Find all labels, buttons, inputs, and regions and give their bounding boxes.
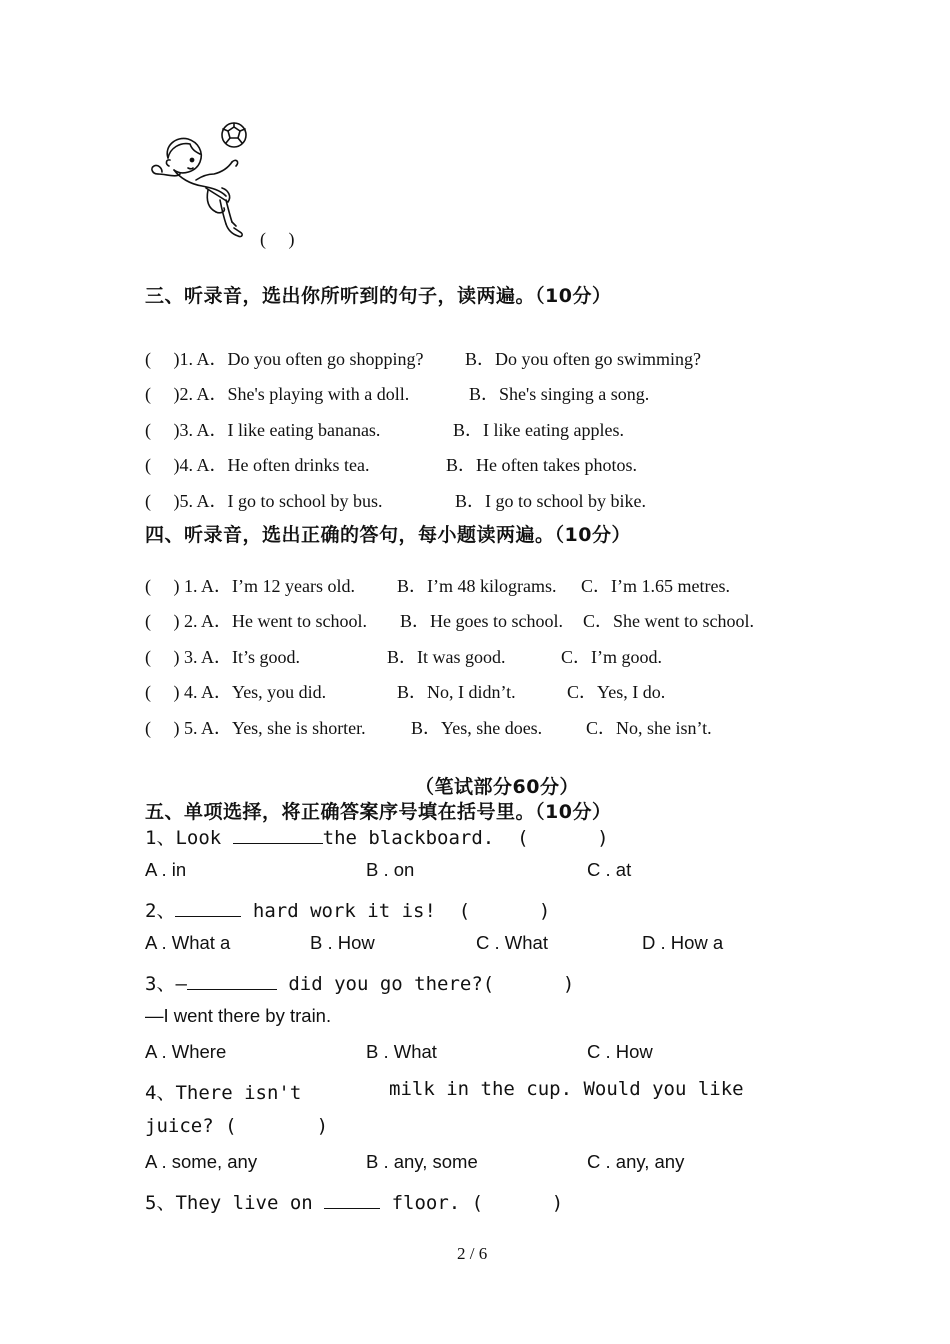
s5-q3-pre: 3、—	[145, 973, 187, 995]
s5-q1-option-a: A . in	[145, 859, 187, 880]
s5-q4-option-b: B . any, some	[366, 1151, 478, 1172]
s4-q5-a: ( ) 5. A．Yes, she is shorter.	[145, 718, 366, 738]
s4-q4-b: B．No, I didn’t.	[397, 682, 516, 702]
s4-q3-c: C．I’m good.	[561, 647, 662, 667]
s3-q2-b: B．She's singing a song.	[469, 384, 650, 404]
s5-q3-option-b: B . What	[366, 1041, 437, 1062]
s5-q3-blank[interactable]	[187, 971, 277, 990]
picture-answer-bracket[interactable]: ( )	[260, 229, 295, 249]
s3-q3-a: ( )3. A．I like eating bananas.	[145, 420, 381, 440]
boy-football-illustration	[146, 116, 258, 246]
s5-q1-stem	[145, 823, 609, 850]
s4-q2-c: C．She went to school.	[583, 611, 754, 631]
s4-q1-b: B．I’m 48 kilograms.	[397, 576, 557, 596]
s5-q2-option-d: D . How a	[642, 932, 724, 953]
s5-q2-option-a: A . What a	[145, 932, 231, 953]
s5-q2-option-c: C . What	[476, 932, 548, 953]
s3-q4-b: B．He often takes photos.	[446, 455, 637, 475]
s5-q3-option-a: A . Where	[145, 1041, 227, 1062]
s3-q1-b: B．Do you often go swimming?	[465, 349, 701, 369]
s4-q4-a: ( ) 4. A．Yes, you did.	[145, 682, 327, 702]
s5-q2-blank[interactable]	[175, 898, 241, 917]
written-part-title: （笔试部分60分）	[415, 776, 579, 798]
section-4-heading: 四、听录音，选出正确的答句，每小题读两遍。（10分）	[145, 524, 631, 546]
s5-q5-stem	[145, 1188, 563, 1215]
s5-q1-pre: 1、Look	[145, 827, 233, 849]
s5-q4-option-c: C . any, any	[587, 1151, 685, 1172]
s5-q4-stem-post: milk in the cup. Would you like	[389, 1078, 744, 1100]
s5-q1-option-c: C . at	[587, 859, 632, 880]
s5-q4-option-a: A . some, any	[145, 1151, 258, 1172]
s3-q5-a: ( )5. A．I go to school by bus.	[145, 491, 383, 511]
s4-q3-a: ( ) 3. A．It’s good.	[145, 647, 300, 667]
s5-q2-pre: 2、	[145, 900, 176, 922]
s4-q1-a: ( ) 1. A．I’m 12 years old.	[145, 576, 355, 596]
s4-q2-a: ( ) 2. A．He went to school.	[145, 611, 367, 631]
s5-q3-stem	[145, 969, 574, 996]
page-number: 2 / 6	[457, 1244, 488, 1263]
section-3-heading: 三、听录音，选出你所听到的句子，读两遍。（10分）	[145, 285, 612, 307]
s5-q5-blank[interactable]	[324, 1190, 380, 1209]
s5-q2-post: hard work it is! ( )	[241, 900, 551, 922]
s4-q3-b: B．It was good.	[387, 647, 506, 667]
s5-q5-pre: 5、They live on	[145, 1192, 325, 1214]
s4-q1-c: C．I’m 1.65 metres.	[581, 576, 730, 596]
s5-q1-post: the blackboard. ( )	[322, 827, 609, 849]
s4-q2-b: B．He goes to school.	[400, 611, 563, 631]
s3-q5-b: B．I go to school by bike.	[455, 491, 646, 511]
s3-q4-a: ( )4. A．He often drinks tea.	[145, 455, 370, 475]
section-5-heading: 五、单项选择，将正确答案序号填在括号里。（10分）	[145, 801, 612, 823]
s5-q2-option-b: B . How	[310, 932, 375, 953]
s5-q1-option-b: B . on	[366, 859, 415, 880]
s4-q5-c: C．No, she isn’t.	[586, 718, 712, 738]
s5-q2-stem	[145, 896, 550, 923]
s5-q4-stem-line2: juice? ( )	[145, 1115, 329, 1137]
s5-q3-answer-line: —I went there by train.	[145, 1005, 332, 1026]
s3-q1-a: ( )1. A．Do you often go shopping?	[145, 349, 424, 369]
s5-q4-stem-pre: 4、There isn't	[145, 1082, 302, 1104]
s5-q3-post: did you go there?( )	[276, 973, 575, 995]
s5-q1-blank[interactable]	[233, 825, 323, 844]
s5-q3-option-c: C . How	[587, 1041, 653, 1062]
s5-q5-post: floor. ( )	[380, 1192, 564, 1214]
s3-q3-b: B．I like eating apples.	[453, 420, 624, 440]
s3-q2-a: ( )2. A．She's playing with a doll.	[145, 384, 410, 404]
s4-q4-c: C．Yes, I do.	[567, 682, 666, 702]
s4-q5-b: B．Yes, she does.	[411, 718, 543, 738]
